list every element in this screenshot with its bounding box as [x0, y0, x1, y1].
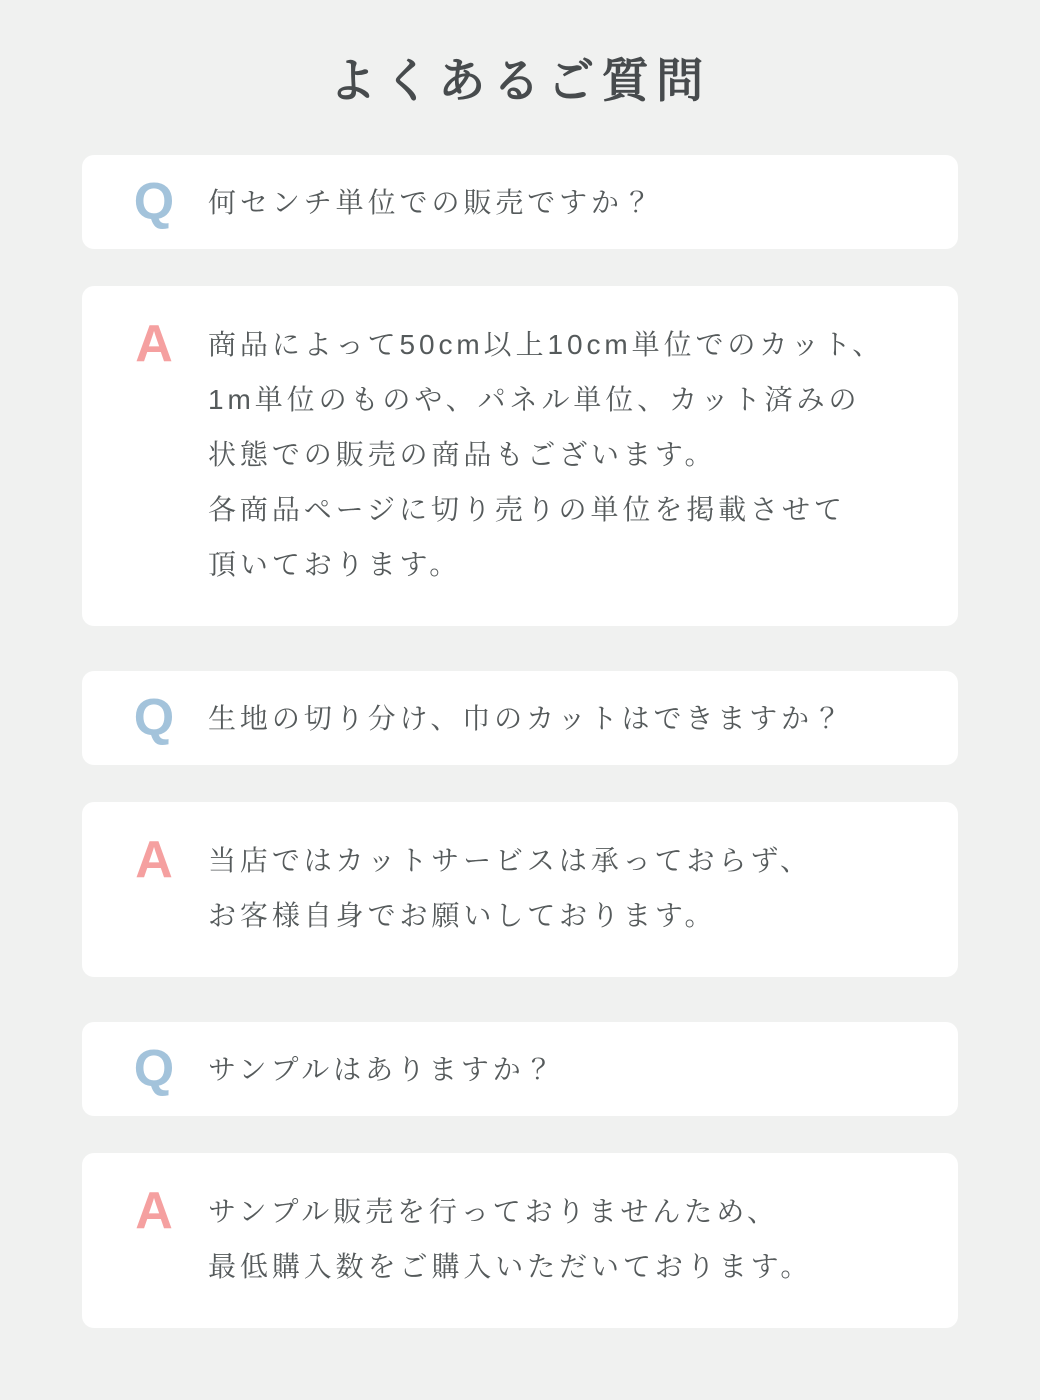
- answer-text: サンプル販売を行っておりませんため、 最低購入数をご購入いただいております。: [208, 1196, 813, 1283]
- question-marker: Q: [133, 688, 175, 747]
- question-card-3: [82, 1022, 958, 1116]
- question-card-1: [82, 155, 958, 249]
- question-text: 生地の切り分け、巾のカットはできますか？: [208, 702, 846, 734]
- answer-card-2: [82, 802, 958, 977]
- faq-item-1: [82, 155, 958, 626]
- question-marker: Q: [133, 1039, 175, 1098]
- faq-item-3: [82, 1022, 958, 1328]
- faq-list: [82, 155, 958, 1328]
- answer-text: 商品によって50cm以上10cm単位でのカット、 1m単位のものや、パネル単位、カット済みの 状態での販売の商品もございます。 各商品ページに切り売りの単位を掲載させて 頂いております。: [208, 329, 885, 581]
- question-text: サンプルはありますか？: [208, 1053, 557, 1085]
- question-marker: Q: [133, 172, 175, 231]
- answer-marker: A: [135, 831, 173, 890]
- question-text: 何センチ単位での販売ですか？: [208, 186, 655, 218]
- answer-marker: A: [135, 1182, 173, 1241]
- answer-card-1: [82, 286, 958, 626]
- faq-item-2: [82, 671, 958, 977]
- answer-text: 当店ではカットサービスは承っておらず、 お客様自身でお願いしております。: [208, 845, 812, 932]
- question-card-2: [82, 671, 958, 765]
- page-title: よくあるご質問: [329, 54, 711, 107]
- answer-marker: A: [135, 315, 173, 374]
- answer-card-3: [82, 1153, 958, 1328]
